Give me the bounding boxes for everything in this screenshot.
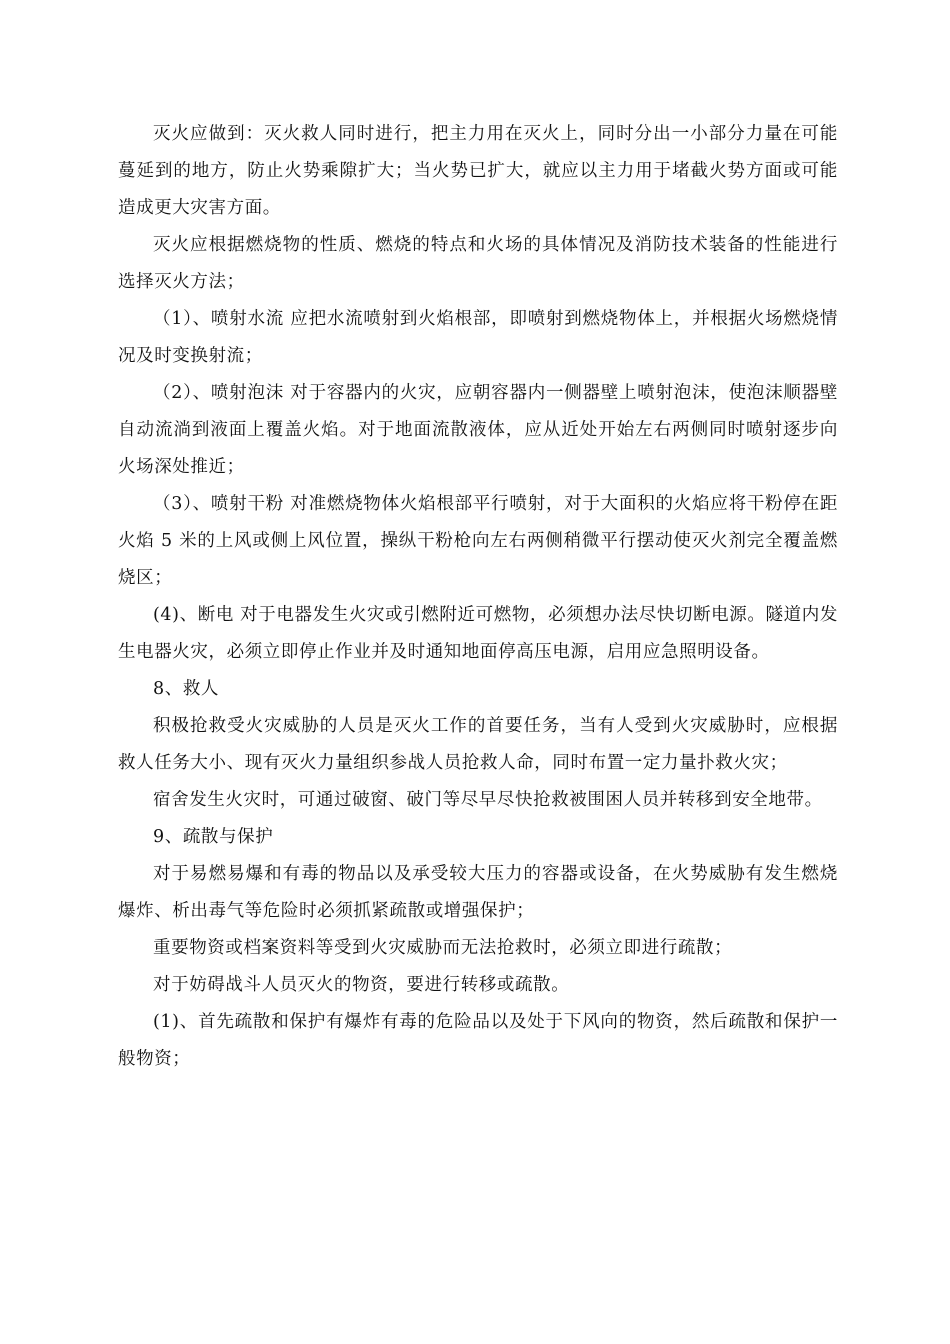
paragraph-dormitory-fire: 宿舍发生火灾时，可通过破窗、破门等尽早尽快抢救被围困人员并转移到安全地带。 xyxy=(153,790,823,810)
paragraph-hazardous-materials: 对于易燃易爆和有毒的物品以及承受较大压力的容器或设备，在火势威胁有发生燃烧爆炸、析出毒气等危险时必须抓紧疏散或增强保护； xyxy=(118,864,838,921)
document-page xyxy=(118,116,838,1078)
paragraph-spray-powder: （3）、喷射干粉 对准燃烧物体火焰根部平行喷射，对于大面积的火焰应将干粉停在距火焰 5 米的上风或侧上风位置，操纵干粉枪向左右两侧稍微平行摆动使灭火剂完全覆盖燃烧区； xyxy=(118,494,838,588)
section-heading-evacuation: 9、疏散与保护 xyxy=(153,827,274,847)
paragraph-important-materials: 重要物资或档案资料等受到火灾威胁而无法抢救时，必须立即进行疏散； xyxy=(153,938,733,958)
paragraph-evacuation-order: (1)、首先疏散和保护有爆炸有毒的危险品以及处于下风向的物资，然后疏散和保护一般物资； xyxy=(118,1012,838,1069)
paragraph-spray-foam: （2）、喷射泡沫 对于容器内的火灾，应朝容器内一侧器壁上喷射泡沫，使泡沫顺器壁自动流淌到液面上覆盖火焰。对于地面流散液体，应从近处开始左右两侧同时喷射逐步向火场深处推近； xyxy=(118,383,838,477)
paragraph-fire-fighting-principle: 灭火应做到：灭火救人同时进行，把主力用在灭火上，同时分出一小部分力量在可能蔓延到的地方，防止火势乘隙扩大；当火势已扩大，就应以主力用于堵截火势方面或可能造成更大灾害方面。 xyxy=(118,124,838,218)
paragraph-rescue-priority: 积极抢救受火灾威胁的人员是灭火工作的首要任务，当有人受到火灾威胁时，应根据救人任务大小、现有灭火力量组织参战人员抢救人命，同时布置一定力量扑救火灾； xyxy=(118,716,838,773)
section-heading-rescue: 8、救人 xyxy=(153,679,220,699)
paragraph-method-selection: 灭火应根据燃烧物的性质、燃烧的特点和火场的具体情况及消防技术装备的性能进行选择灭火方法； xyxy=(118,235,838,292)
paragraph-power-off: (4)、断电 对于电器发生火灾或引燃附近可燃物，必须想办法尽快切断电源。隧道内发生电器火灾，必须立即停止作业并及时通知地面停高压电源，启用应急照明设备。 xyxy=(118,605,838,662)
paragraph-obstructing-materials: 对于妨碍战斗人员灭火的物资，要进行转移或疏散。 xyxy=(153,975,570,995)
paragraph-spray-water: （1）、喷射水流 应把水流喷射到火焰根部，即喷射到燃烧物体上，并根据火场燃烧情况及时变换射流； xyxy=(118,309,838,366)
